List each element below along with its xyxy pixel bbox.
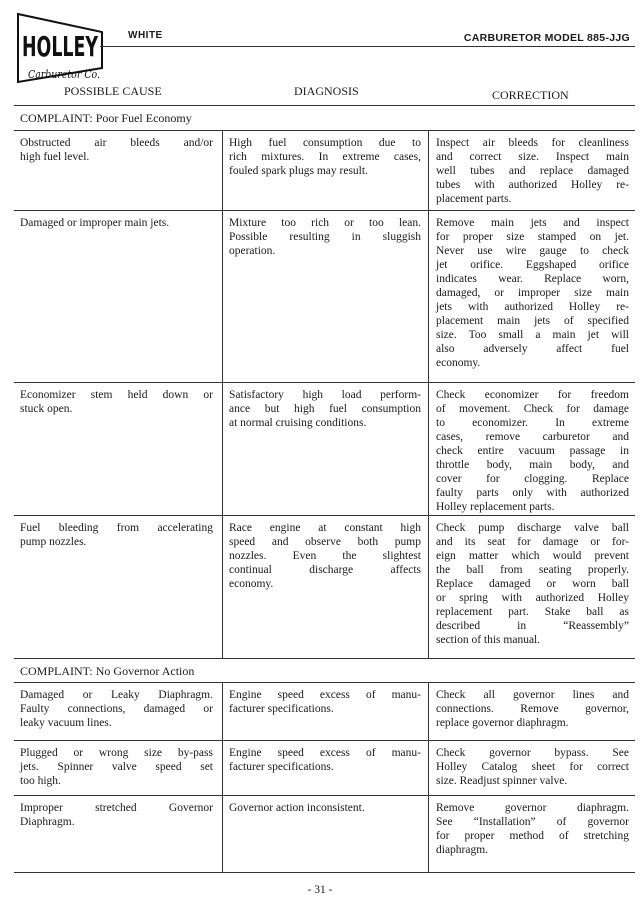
header-rule xyxy=(100,46,635,47)
diagnosis-line: Race engine at constant high xyxy=(229,522,421,534)
correction-line: Never use wire gauge to check xyxy=(436,245,629,257)
correction-line: tubes with authorized Holley re- xyxy=(436,179,629,191)
correction-line: Inspect air bleeds for cleanliness xyxy=(436,137,629,149)
diagnosis-line: fouled spark plugs may result. xyxy=(229,165,368,177)
column-divider xyxy=(222,740,223,795)
section-rule xyxy=(14,658,635,659)
correction-line: placement main jets of specified xyxy=(436,315,629,327)
section-rule xyxy=(14,105,635,106)
page-number: - 31 - xyxy=(307,884,333,896)
correction-line: and its seat for damage or for- xyxy=(436,536,629,548)
diagnosis-line: speed and observe both pump xyxy=(229,536,421,548)
color-label: WHITE xyxy=(128,30,163,41)
column-divider xyxy=(428,210,429,382)
column-divider xyxy=(428,682,429,740)
correction-line: Check all governor lines and xyxy=(436,689,629,701)
correction-line: well tubes and replace damaged xyxy=(436,165,629,177)
correction-line: check entire vacuum passage in xyxy=(436,445,629,457)
column-divider xyxy=(222,382,223,515)
diagnosis-line: High fuel consumption due to xyxy=(229,137,421,149)
column-divider xyxy=(222,130,223,210)
diagnosis-line: facturer specifications. xyxy=(229,761,334,773)
correction-line: or spring with authorized Holley xyxy=(436,592,629,604)
correction-cell xyxy=(436,521,629,647)
diagnosis-cell xyxy=(229,688,421,716)
correction-cell xyxy=(436,388,629,514)
correction-line: to economizer. In extreme xyxy=(436,417,629,429)
cause-cell xyxy=(20,801,213,829)
correction-line: Check pump discharge valve ball xyxy=(436,522,629,534)
row-rule xyxy=(14,795,635,796)
diagnosis-cell xyxy=(229,388,421,430)
correction-cell xyxy=(436,216,629,370)
column-head-correction: CORRECTION xyxy=(492,88,569,102)
correction-line: Remove main jets and inspect xyxy=(436,217,629,229)
correction-line: also adversely affect fuel xyxy=(436,343,629,355)
row-rule xyxy=(14,210,635,211)
cause-line: Faulty connections, damaged or xyxy=(20,703,213,715)
cause-line: Plugged or wrong size by-pass xyxy=(20,747,213,759)
correction-line: See “Installation” of governor xyxy=(436,816,629,828)
holley-logo xyxy=(14,12,106,84)
correction-line: jet orifice. Eggshaped orifice xyxy=(436,259,629,271)
correction-line: section of this manual. xyxy=(436,634,541,646)
diagnosis-cell xyxy=(229,216,421,258)
diagnosis-line: Engine speed excess of manu- xyxy=(229,747,421,759)
column-divider xyxy=(222,682,223,740)
cause-line: Improper stretched Governor xyxy=(20,802,213,814)
correction-line: the ball from seating properly. xyxy=(436,564,629,576)
column-divider xyxy=(222,210,223,382)
complaint-heading: COMPLAINT: Poor Fuel Economy xyxy=(20,111,192,125)
column-divider xyxy=(222,515,223,658)
cause-cell xyxy=(20,688,213,730)
diagnosis-line: facturer specifications. xyxy=(229,703,334,715)
correction-line: economy. xyxy=(436,357,481,369)
diagnosis-cell xyxy=(229,521,421,591)
column-divider xyxy=(428,740,429,795)
correction-line: Remove governor diaphragm. xyxy=(436,802,629,814)
correction-cell xyxy=(436,746,629,788)
correction-line: faulty parts only with authorized xyxy=(436,487,629,499)
complaint-rule xyxy=(14,130,635,131)
cause-cell xyxy=(20,136,213,164)
row-rule xyxy=(14,515,635,516)
diagnosis-line: Satisfactory high load perform- xyxy=(229,389,421,401)
column-divider xyxy=(428,130,429,210)
correction-line: cover for clogging. Replace xyxy=(436,473,629,485)
diagnosis-line: continual discharge affects xyxy=(229,564,421,576)
cause-line: Obstructed air bleeds and/or xyxy=(20,137,213,149)
diagnosis-cell xyxy=(229,136,421,178)
cause-cell xyxy=(20,388,213,416)
column-divider xyxy=(428,795,429,872)
cause-line: stuck open. xyxy=(20,403,73,415)
correction-line: and correct size. Inspect main xyxy=(436,151,629,163)
complaint-heading: COMPLAINT: No Governor Action xyxy=(20,664,195,678)
correction-line: Holley Catalog sheet for correct xyxy=(436,761,629,773)
diagnosis-line: operation. xyxy=(229,245,276,257)
correction-line: jets with authorized Holley re- xyxy=(436,301,629,313)
correction-line: for proper method of stretching xyxy=(436,830,629,842)
correction-cell xyxy=(436,136,629,206)
cause-line: too high. xyxy=(20,775,61,787)
correction-cell xyxy=(436,688,629,730)
correction-line: cases, remove carburetor and xyxy=(436,431,629,443)
correction-line: for proper size stamped on jet. xyxy=(436,231,629,243)
cause-cell xyxy=(20,216,213,230)
row-rule xyxy=(14,382,635,383)
cause-line: high fuel level. xyxy=(20,151,90,163)
correction-line: replacement part. Stake ball as xyxy=(436,606,629,618)
diagnosis-line: Engine speed excess of manu- xyxy=(229,689,421,701)
correction-line: Replace damaged or worn ball xyxy=(436,578,629,590)
complaint-rule xyxy=(14,682,635,683)
correction-line: indicates wear. Replace worn, xyxy=(436,273,629,285)
correction-line: size. Readjust spinner valve. xyxy=(436,775,568,787)
svg-text:Carburetor Co.: Carburetor Co. xyxy=(28,68,100,81)
diagnosis-cell xyxy=(229,801,421,815)
svg-text:HOLLEY: HOLLEY xyxy=(22,30,99,63)
diagnosis-line: nozzles. Even the slightest xyxy=(229,550,421,562)
correction-line: replace governor diaphragm. xyxy=(436,717,569,729)
diagnosis-line: Possible resulting in sluggish xyxy=(229,231,421,243)
cause-line: Damaged or Leaky Diaphragm. xyxy=(20,689,213,701)
column-divider xyxy=(428,515,429,658)
correction-line: Check governor bypass. See xyxy=(436,747,629,759)
row-rule xyxy=(14,872,635,873)
cause-cell xyxy=(20,521,213,549)
column-divider xyxy=(222,795,223,872)
correction-line: size. Too small a main jet will xyxy=(436,329,629,341)
correction-line: connections. Remove governor, xyxy=(436,703,629,715)
column-divider xyxy=(428,382,429,515)
cause-line: Fuel bleeding from accelerating xyxy=(20,522,213,534)
row-rule xyxy=(14,740,635,741)
cause-line: Damaged or improper main jets. xyxy=(20,217,170,229)
carburetor-model: CARBURETOR MODEL 885-JJG xyxy=(463,32,630,44)
diagnosis-line: Governor action inconsistent. xyxy=(229,802,365,814)
correction-line: eign matter which would prevent xyxy=(436,550,629,562)
diagnosis-line: ance but high fuel consumption xyxy=(229,403,421,415)
diagnosis-line: economy. xyxy=(229,578,274,590)
diagnosis-line: at normal cruising conditions. xyxy=(229,417,367,429)
cause-line: leaky vacuum lines. xyxy=(20,717,112,729)
diagnosis-cell xyxy=(229,746,421,774)
correction-line: Holley replacement parts. xyxy=(436,501,555,513)
column-head-diagnosis: DIAGNOSIS xyxy=(294,84,359,98)
correction-line: Check economizer for freedom xyxy=(436,389,629,401)
diagnosis-line: rich mixtures. In extreme cases, xyxy=(229,151,421,163)
column-head-cause: POSSIBLE CAUSE xyxy=(64,84,162,98)
correction-line: of movement. Check for damage xyxy=(436,403,629,415)
correction-line: described in “Reassembly” xyxy=(436,620,629,632)
correction-line: placement parts. xyxy=(436,193,512,205)
cause-line: pump nozzles. xyxy=(20,536,87,548)
correction-line: throttle body, main body, and xyxy=(436,459,629,471)
correction-line: damaged, or improper size main xyxy=(436,287,629,299)
correction-line: diaphragm. xyxy=(436,844,489,856)
cause-cell xyxy=(20,746,213,788)
cause-line: Diaphragm. xyxy=(20,816,75,828)
correction-cell xyxy=(436,801,629,857)
diagnosis-line: Mixture too rich or too lean. xyxy=(229,217,421,229)
cause-line: jets. Spinner valve speed set xyxy=(20,761,213,773)
cause-line: Economizer stem held down or xyxy=(20,389,213,401)
